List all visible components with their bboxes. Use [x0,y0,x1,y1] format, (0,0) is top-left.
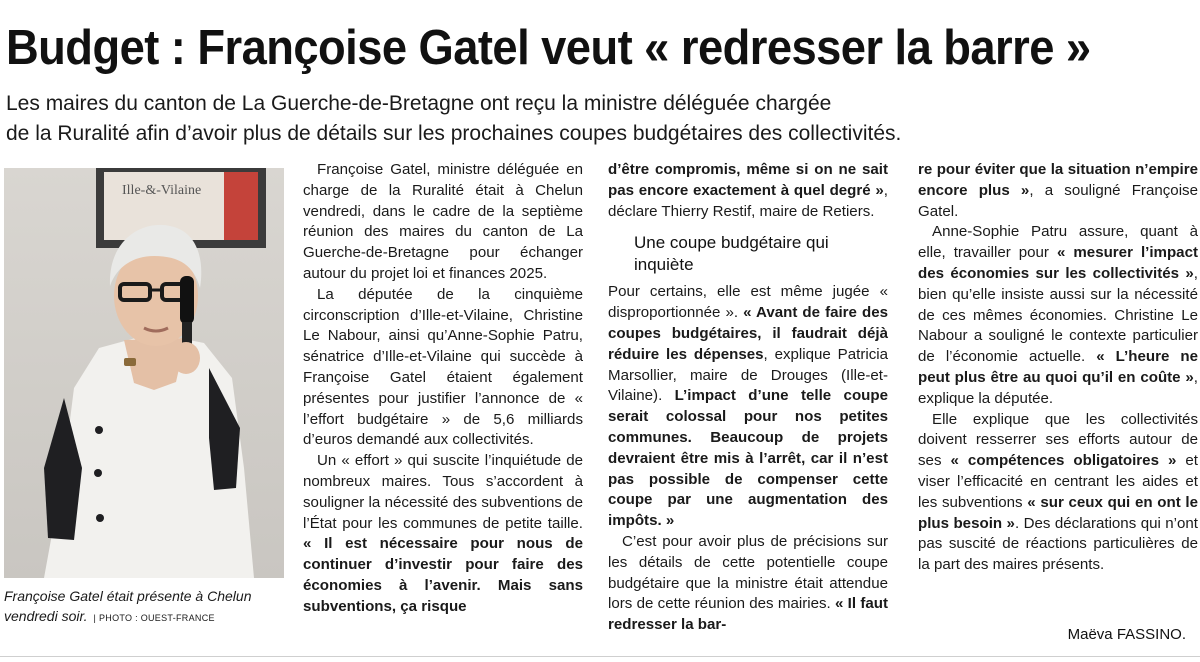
microphone-icon [180,276,194,324]
quote-bold: « compétences obligatoires » [950,452,1177,470]
text-run: Elle explique que les collectivités doivent resserrer ses efforts autour de ses [918,410,1198,470]
text-run: , explique Patricia Marsollier, maire de Drouges (Ille-et-Vilaine). [608,345,888,405]
text-run: Anne-Sophie Patru assure, quant à elle, travailler pour [918,223,1198,262]
text-run: et viser l’efficacité en centrant les aides et les subventions [918,452,1198,511]
photo-caption [4,586,289,628]
article-photo [4,168,284,578]
quote-bold: L’impact d’une telle coupe serait colossal pour nos petites communes. Beaucoup de projets devraient être mis à l’arrêt, car il n’est pas possible de compenser cette coupe par une augmentation des impôts. » [608,387,889,530]
text-run: , déclare Thierry Restif, maire de Retiers. [608,181,888,220]
standfirst [6,89,1196,149]
paragraph [608,282,888,532]
text-run: Un « effort » qui suscite l’inquiétude de nombreux maires. Tous s’accordent à souligner la nécessité des subventions de l’État pour les communes de petite taille. [303,452,583,532]
quote-bold: « mesurer l’impact des économies sur les collectivités » [918,244,1198,282]
text-run: , a souligné Françoise Gatel. [918,181,1198,220]
text-run: , bien qu’elle insiste aussi sur la nécessité de ces mêmes économies. Christine Le Nabour a souligné le contexte particulier de l’économie actuelle. [918,264,1198,366]
sign-text: Ille-&-Vilaine [122,183,202,198]
quote-bold: re pour éviter que la situation n’empire encore plus » [918,161,1198,199]
byline: Maëva FASSINO. [1067,626,1186,643]
quote-bold: « Il faut redresser la bar- [608,595,888,634]
article-column-1 [303,160,583,618]
text-run: C’est pour avoir plus de précisions sur les détails de cette potentielle coupe budgétaire que la ministre était attendue lors de cette réunion des mairies. [608,532,888,613]
quote-bold: « L’heure ne peut plus être au quoi qu’il en coûte » [918,348,1198,386]
article-column-3 [918,160,1198,576]
headline: Budget : Françoise Gatel veut « redresser la barre » [6,21,1091,75]
quote-bold: « Il est nécessaire pour nous de continuer d’investir pour faire des économies à l’avenir. Mais sans subventions, ça risque [303,535,583,615]
paragraph [918,410,1198,576]
photo-illustration [4,168,284,578]
text-run: . Des déclarations qui n’ont pas suscité de réactions particulières de la part des maires présents. [918,514,1199,574]
quote-bold: d’être compromis, même si on ne sait pas encore exactement à quel degré » [608,161,888,199]
paragraph [608,532,888,636]
text-run: Pour certains, elle est même jugée « disproportionnée ». [608,283,888,322]
standfirst-line: de la Ruralité afin d’avoir plus de détails sur les prochaines coupes budgétaires des collectivités. [6,122,902,145]
quote-bold: « sur ceux qui en ont le plus besoin » [918,493,1198,532]
article-column-2 [608,160,888,636]
standfirst-line: Les maires du canton de La Guerche-de-Bretagne ont reçu la ministre déléguée chargée [6,92,832,115]
paragraph: Françoise Gatel, ministre déléguée en charge de la Ruralité était à Chelun vendredi, dans le cadre de la septième réunion des maires du canton de La Guerche-de-Bretagne pour échanger autour du projet loi et finances 2025. [303,161,583,282]
paragraph [918,222,1198,409]
caption-text: Françoise Gatel était présente à Chelun vendredi soir. [4,588,252,624]
paragraph [608,160,888,222]
subheading: Une coupe budgétaire qui inquiète [634,233,829,275]
quote-bold: « Avant de faire des coupes budgétaires, il faudrait déjà réduire les dépenses [608,304,888,363]
paragraph [918,160,1198,222]
text-run: , explique la députée. [918,368,1198,407]
paragraph [303,451,583,617]
photo-credit: | PHOTO : OUEST-FRANCE [93,613,215,623]
bottom-rule [0,656,1200,657]
paragraph: La députée de la cinquième circonscription d’Ille-et-Vilaine, Christine Le Nabour, ainsi qu’Anne-Sophie Patru, sénatrice d’Ille-et-Vilaine qui succède à Françoise Gatel étaient également présentes pour justifier l’annonce de « l’effort budgétaire » de 5,6 milliards d’euros demandé aux collectivités. [303,285,583,449]
